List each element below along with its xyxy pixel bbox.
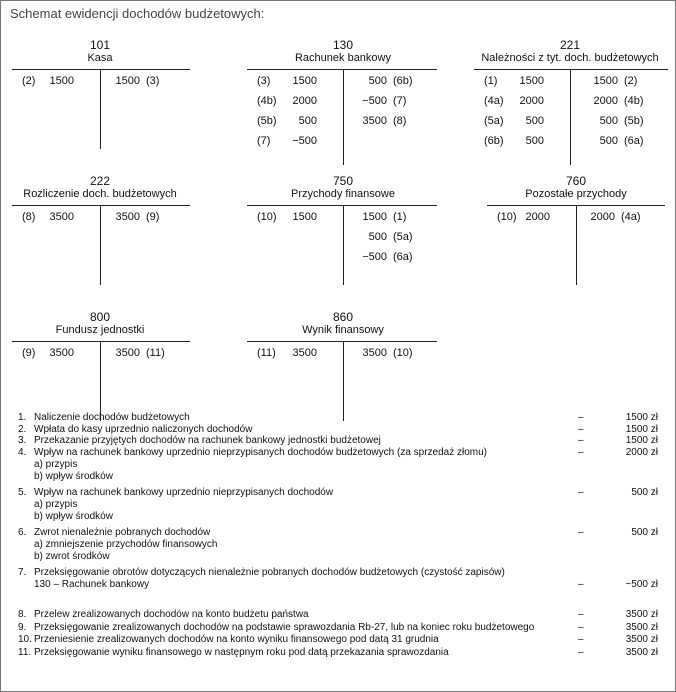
credit-ref: (7) [393,95,407,107]
account-number: 800 [89,310,111,324]
debit-ref: (5a) [484,115,504,127]
debit-ref: (4b) [257,95,277,107]
amount-value: 500 zł [631,527,658,538]
operation-number: 3. [18,435,27,446]
amount-value: 3500 zł [625,647,658,658]
amount-value: 1500 zł [625,435,658,446]
debit-ref: (10) [257,211,277,223]
credit-amount: 2000 [593,95,618,107]
credit-amount: 1500 [115,75,140,87]
debit-amount: 3500 [292,347,317,359]
operation-text: b) zwrot środków [34,551,110,562]
account-number: 101 [89,38,111,52]
operation-text: Naliczenie dochodów budżetowych [34,412,190,423]
debit-ref: (1) [484,75,498,87]
debit-amount: 2000 [525,211,550,223]
debit-ref: (7) [257,135,271,147]
operation-number: 8. [18,609,27,620]
amount-value: 3500 zł [625,634,658,645]
debit-ref: (5b) [257,115,277,127]
debit-ref: (9) [22,347,36,359]
debit-amount: 500 [525,115,544,127]
debit-amount: 1500 [519,75,544,87]
credit-ref: (4a) [621,211,641,223]
amount-dash: – [578,447,584,458]
credit-ref: (1) [393,211,407,223]
t-account-hline [12,205,190,206]
amount-dash: – [578,487,584,498]
debit-amount: 1500 [292,75,317,87]
account-name: Rachunek bankowy [294,52,391,64]
debit-ref: (6b) [484,135,504,147]
amount-dash: – [578,579,584,590]
amount-value: 3500 zł [625,622,658,633]
credit-amount: −500 [362,95,387,107]
operation-number: 5. [18,487,27,498]
debit-amount: 3500 [49,347,74,359]
operation-text: a) przypis [34,499,78,510]
operation-text: Przeksięgowanie wyniku finansowego w następnym roku pod datą przekazania sprawozdania [34,647,449,658]
credit-amount: 3500 [115,347,140,359]
credit-amount: 500 [599,115,618,127]
operation-text: Przekazanie przyjętych dochodów na rachunek bankowy jednostki budżetowej [34,435,381,446]
amount-dash: – [578,435,584,446]
operation-number: 9. [18,622,27,633]
operation-text: Przeksięgowanie zrealizowanych dochodów na podstawie sprawozdania Rb-27, lub na koniec roku budżetowego [34,622,535,633]
credit-ref: (5a) [393,231,413,243]
amount-dash: – [578,412,584,423]
operation-text: Wpłata do kasy uprzednio naliczonych dochodów [34,424,253,435]
credit-ref: (8) [393,115,407,127]
amount-value: −500 zł [625,579,658,590]
credit-amount: 500 [599,135,618,147]
operation-text: 130 – Rachunek bankowy [34,579,150,590]
t-account-hline [474,69,668,70]
operation-number: 1. [18,412,27,423]
t-account-hline [12,69,190,70]
credit-ref: (10) [393,347,413,359]
t-account-hline [247,341,437,342]
account-number: 860 [332,310,354,324]
account-name: Przychody finansowe [291,188,395,200]
account-name: Wynik finansowy [302,324,384,336]
debit-amount: −500 [292,135,317,147]
credit-amount: 500 [368,231,387,243]
amount-dash: – [578,424,584,435]
operation-text: Przeksięgowanie obrotów dotyczących nienależnie pobranych dochodów budżetowych (czystość zapisów) [34,567,505,578]
operation-text: b) wpływ środków [34,511,113,522]
credit-ref: (6a) [624,135,644,147]
credit-ref: (6b) [393,75,413,87]
account-number: 221 [559,38,581,52]
credit-ref: (9) [146,211,160,223]
amount-dash: – [578,622,584,633]
credit-amount: 3500 [362,115,387,127]
debit-ref: (2) [22,75,36,87]
account-name: Należności z tyt. doch. budżetowych [481,52,659,64]
debit-amount: 2000 [519,95,544,107]
credit-amount: 1500 [362,211,387,223]
amount-value: 2000 zł [625,447,658,458]
credit-ref: (3) [146,75,160,87]
amount-dash: – [578,527,584,538]
amount-dash: – [578,609,584,620]
account-number: 130 [332,38,354,52]
account-name: Fundusz jednostki [55,324,145,336]
credit-ref: (5b) [624,115,644,127]
debit-amount: 500 [298,115,317,127]
credit-amount: 2000 [590,211,615,223]
amount-dash: – [578,647,584,658]
operation-number: 6. [18,527,27,538]
amount-value: 500 zł [631,487,658,498]
credit-amount: 500 [368,75,387,87]
amount-value: 1500 zł [625,412,658,423]
operation-text: Przelew zrealizowanych dochodów na konto budżetu państwa [34,609,309,620]
t-account-hline [247,205,437,206]
debit-amount: 1500 [292,211,317,223]
credit-amount: 1500 [593,75,618,87]
operation-number: 11. [18,647,32,658]
debit-amount: 2000 [292,95,317,107]
operation-text: Wpływ na rachunek bankowy uprzednio nieprzypisanych dochodów [34,487,334,498]
credit-ref: (6a) [393,251,413,263]
debit-ref: (8) [22,211,36,223]
account-name: Kasa [87,52,113,64]
credit-amount: −500 [362,251,387,263]
t-account-hline [247,69,437,70]
operation-number: 4. [18,447,27,458]
account-number: 750 [332,174,354,188]
debit-amount: 500 [525,135,544,147]
account-number: 222 [89,174,111,188]
amount-value: 3500 zł [625,609,658,620]
t-account-hline [12,341,190,342]
account-number: 760 [565,174,587,188]
credit-ref: (11) [146,347,165,359]
account-name: Pozostałe przychody [525,188,627,200]
debit-amount: 1500 [49,75,74,87]
operation-text: Przeniesienie zrealizowanych dochodów na konto wyniku finansowego pod datą 31 grudnia [34,634,439,645]
operation-number: 10. [18,634,32,645]
debit-ref: (3) [257,75,271,87]
operation-number: 2. [18,424,27,435]
operation-text: Wpływ na rachunek bankowy uprzednio nieprzypisanych dochodów budżetowych (za sprzedaż złomu) [34,447,488,458]
operation-text: b) wpływ środków [34,471,113,482]
credit-ref: (4b) [624,95,644,107]
debit-ref: (4a) [484,95,504,107]
credit-amount: 3500 [115,211,140,223]
operation-text: a) przypis [34,459,78,470]
operation-text: a) zmniejszenie przychodów finansowych [34,539,218,550]
account-name: Rozliczenie doch. budżetowych [23,188,177,200]
credit-amount: 3500 [362,347,387,359]
amount-value: 1500 zł [625,424,658,435]
debit-amount: 3500 [49,211,74,223]
debit-ref: (10) [497,211,517,223]
page-title: Schemat ewidencji dochodów budżetowych: [10,6,265,21]
operation-text: Zwrot nienależnie pobranych dochodów [34,527,211,538]
amount-dash: – [578,634,584,645]
operation-number: 7. [18,567,27,578]
credit-ref: (2) [624,75,638,87]
debit-ref: (11) [257,347,276,359]
